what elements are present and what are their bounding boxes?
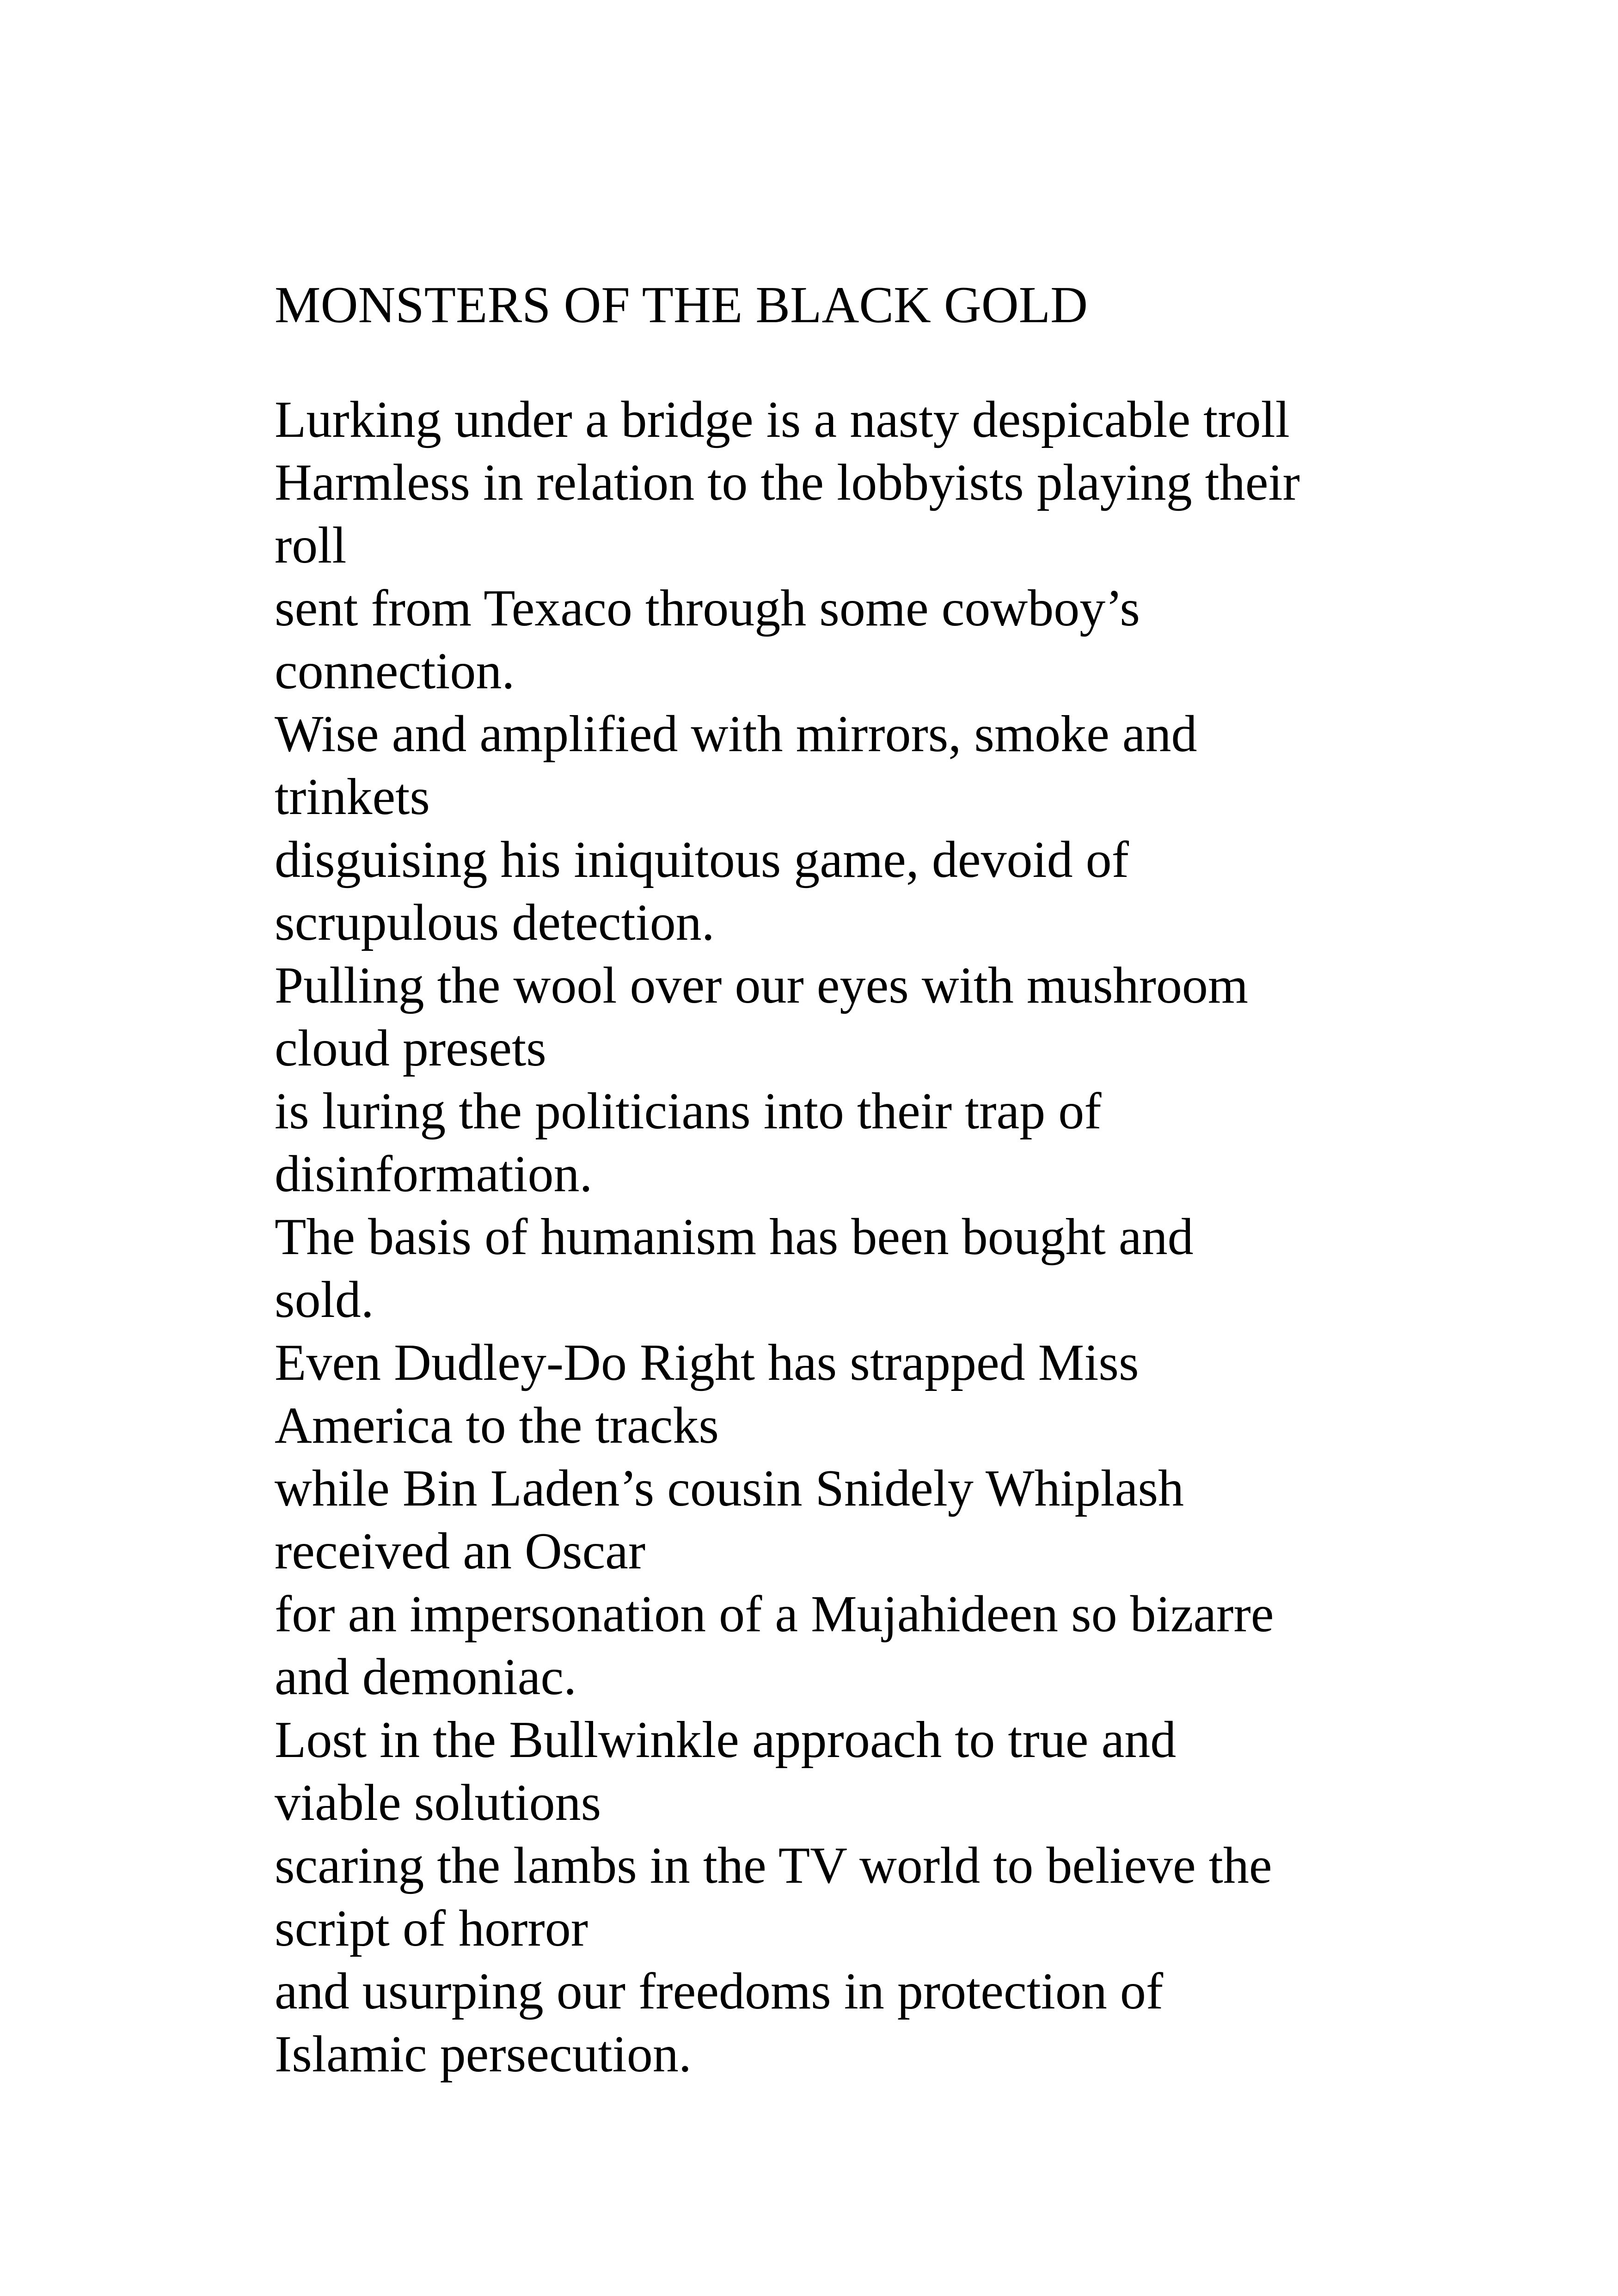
poem-body (275, 388, 1300, 2086)
poem-line: cloud presets (275, 1020, 546, 1077)
poem-line: America to the tracks (275, 1397, 719, 1454)
poem-line: while Bin Laden’s cousin Snidely Whiplash (275, 1460, 1184, 1517)
poem-line: disguising his iniquitous game, devoid of (275, 831, 1129, 888)
poem-line: Islamic persecution. (275, 2026, 692, 2083)
poem-line: viable solutions (275, 1774, 601, 1831)
poem-line: scaring the lambs in the TV world to believe the (275, 1837, 1272, 1894)
poem-line: trinkets (275, 768, 430, 826)
poem-line: roll (275, 517, 347, 574)
poem-line: Harmless in relation to the lobbyists playing their (275, 454, 1300, 511)
poem-line: sold. (275, 1271, 374, 1329)
poem-line: is luring the politicians into their trap of (275, 1083, 1102, 1140)
poem-line: Pulling the wool over our eyes with mushroom (275, 957, 1249, 1014)
poem-line: Lurking under a bridge is a nasty despicable troll (275, 391, 1290, 448)
poem-line: disinformation. (275, 1145, 593, 1203)
poem-line: and demoniac. (275, 1648, 577, 1706)
poem-line: Lost in the Bullwinkle approach to true and (275, 1711, 1177, 1769)
poem-line: received an Oscar (275, 1523, 646, 1580)
poem-line: Even Dudley-Do Right has strapped Miss (275, 1334, 1139, 1391)
poem-line: and usurping our freedoms in protection of (275, 1963, 1164, 2020)
poem-line: script of horror (275, 1900, 588, 1957)
poem-line: for an impersonation of a Mujahideen so bizarre (275, 1586, 1274, 1643)
poem-line: connection. (275, 643, 515, 700)
poem-line: The basis of humanism has been bought and (275, 1208, 1194, 1266)
poem-title: MONSTERS OF THE BLACK GOLD (275, 276, 1088, 334)
poem-line: scrupulous detection. (275, 894, 715, 951)
poem-line: sent from Texaco through some cowboy’s (275, 580, 1140, 637)
poem-line: Wise and amplified with mirrors, smoke and (275, 705, 1197, 763)
